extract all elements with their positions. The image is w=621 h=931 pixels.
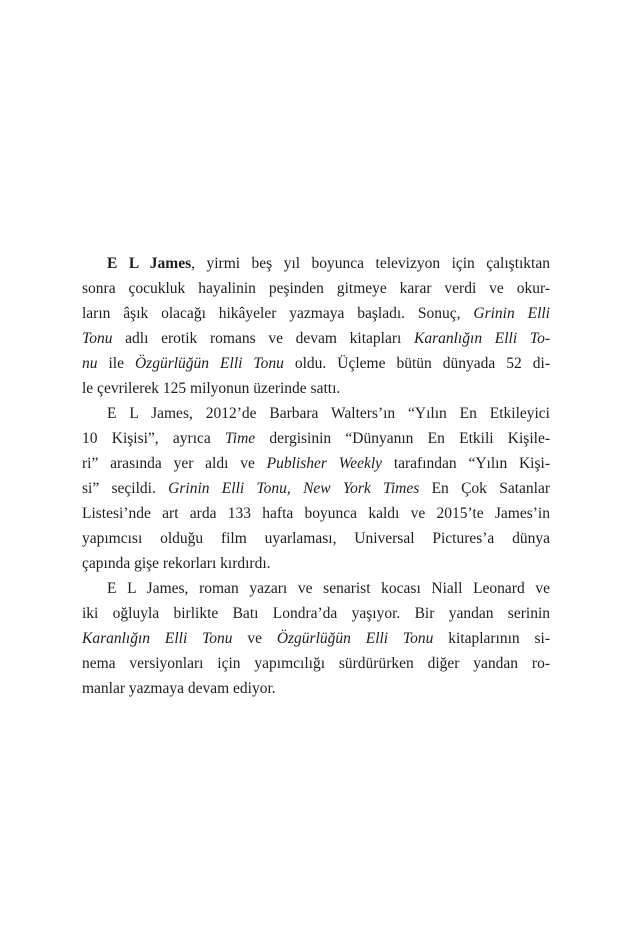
text-line [82,551,550,576]
paragraph-3 [82,576,550,701]
text-run: oldu. Üçleme bütün dünyada 52 di- [283,355,550,372]
text-run: Time [225,430,256,447]
text-run: sonra çocukluk hayalinin peşinden gitmeye karar verdi ve okur- [82,280,550,297]
text-run: , [286,480,304,497]
text-run: iki oğluyla birlikte Batı Londra’da yaşıyor. Bir yandan serinin [82,605,550,622]
text-line [82,451,550,476]
text-run: yapımcısı olduğu film uyarlaması, Universal Pictures’a dünya [82,530,550,547]
text-run: E L James [107,255,192,272]
text-line [82,326,550,351]
text-line [82,651,550,676]
text-line [82,576,550,601]
text-run: si” seçildi. [82,480,169,497]
text-run: 10 Kişisi”, ayrıca [82,430,226,447]
text-run: Grinin Elli Tonu [168,480,287,497]
text-line [82,251,550,276]
text-run: Özgürlüğün Elli Tonu [276,630,434,647]
text-line [82,526,550,551]
text-line [82,676,550,701]
text-run: Grinin Elli [473,305,550,322]
text-run: adlı erotik romans ve devam kitapları [112,330,415,347]
paragraph-1 [82,251,550,401]
text-run: Publisher Weekly [266,455,383,472]
text-run: E L James, 2012’de Barbara Walters’ın “Yılın En Etkileyici [107,405,550,422]
text-line [82,276,550,301]
paragraph-2 [82,401,550,576]
text-run: New York Times [303,480,420,497]
text-run: nema versiyonları için yapımcılığı sürdürürken diğer yandan ro- [82,655,550,672]
text-line [82,476,550,501]
text-run: En Çok Satanlar [419,480,551,497]
text-line [82,426,550,451]
text-run: ri” arasında yer aldı ve [82,455,267,472]
text-run: dergisinin “Dünyanın En Etkili Kişile- [255,430,550,447]
text-run: Karanlığın Elli Tonu [82,630,233,647]
text-line [82,301,550,326]
text-run: ların âşık olacağı hikâyeler yazmaya başladı. Sonuç, [82,305,474,322]
text-run: Özgürlüğün Elli Tonu [134,355,284,372]
text-run: Karanlığın Elli To- [414,330,550,347]
text-line [82,501,550,526]
text-line [82,626,550,651]
text-run: manlar yazmaya devam ediyor. [82,680,276,697]
text-run: kitaplarının si- [433,630,550,647]
text-line [82,376,550,401]
text-run: ve [232,630,277,647]
text-run: le çevrilerek 125 milyonun üzerinde sattı. [82,380,341,397]
author-bio-text [82,251,550,701]
text-line [82,351,550,376]
text-run: ile [97,355,135,372]
text-run: , yirmi beş yıl boyunca televizyon için çalıştıktan [191,255,550,272]
text-run: nu [82,355,98,372]
text-run: çapında gişe rekorları kırdırdı. [82,555,271,572]
text-line [82,401,550,426]
text-run: E L James, roman yazarı ve senarist kocası Niall Leonard ve [107,580,550,597]
text-run: Listesi’nde art arda 133 hafta boyunca kaldı ve 2015’te James’in [82,505,550,522]
text-run: Tonu [82,330,113,347]
text-run: tarafından “Yılın Kişi- [382,455,550,472]
text-line [82,601,550,626]
